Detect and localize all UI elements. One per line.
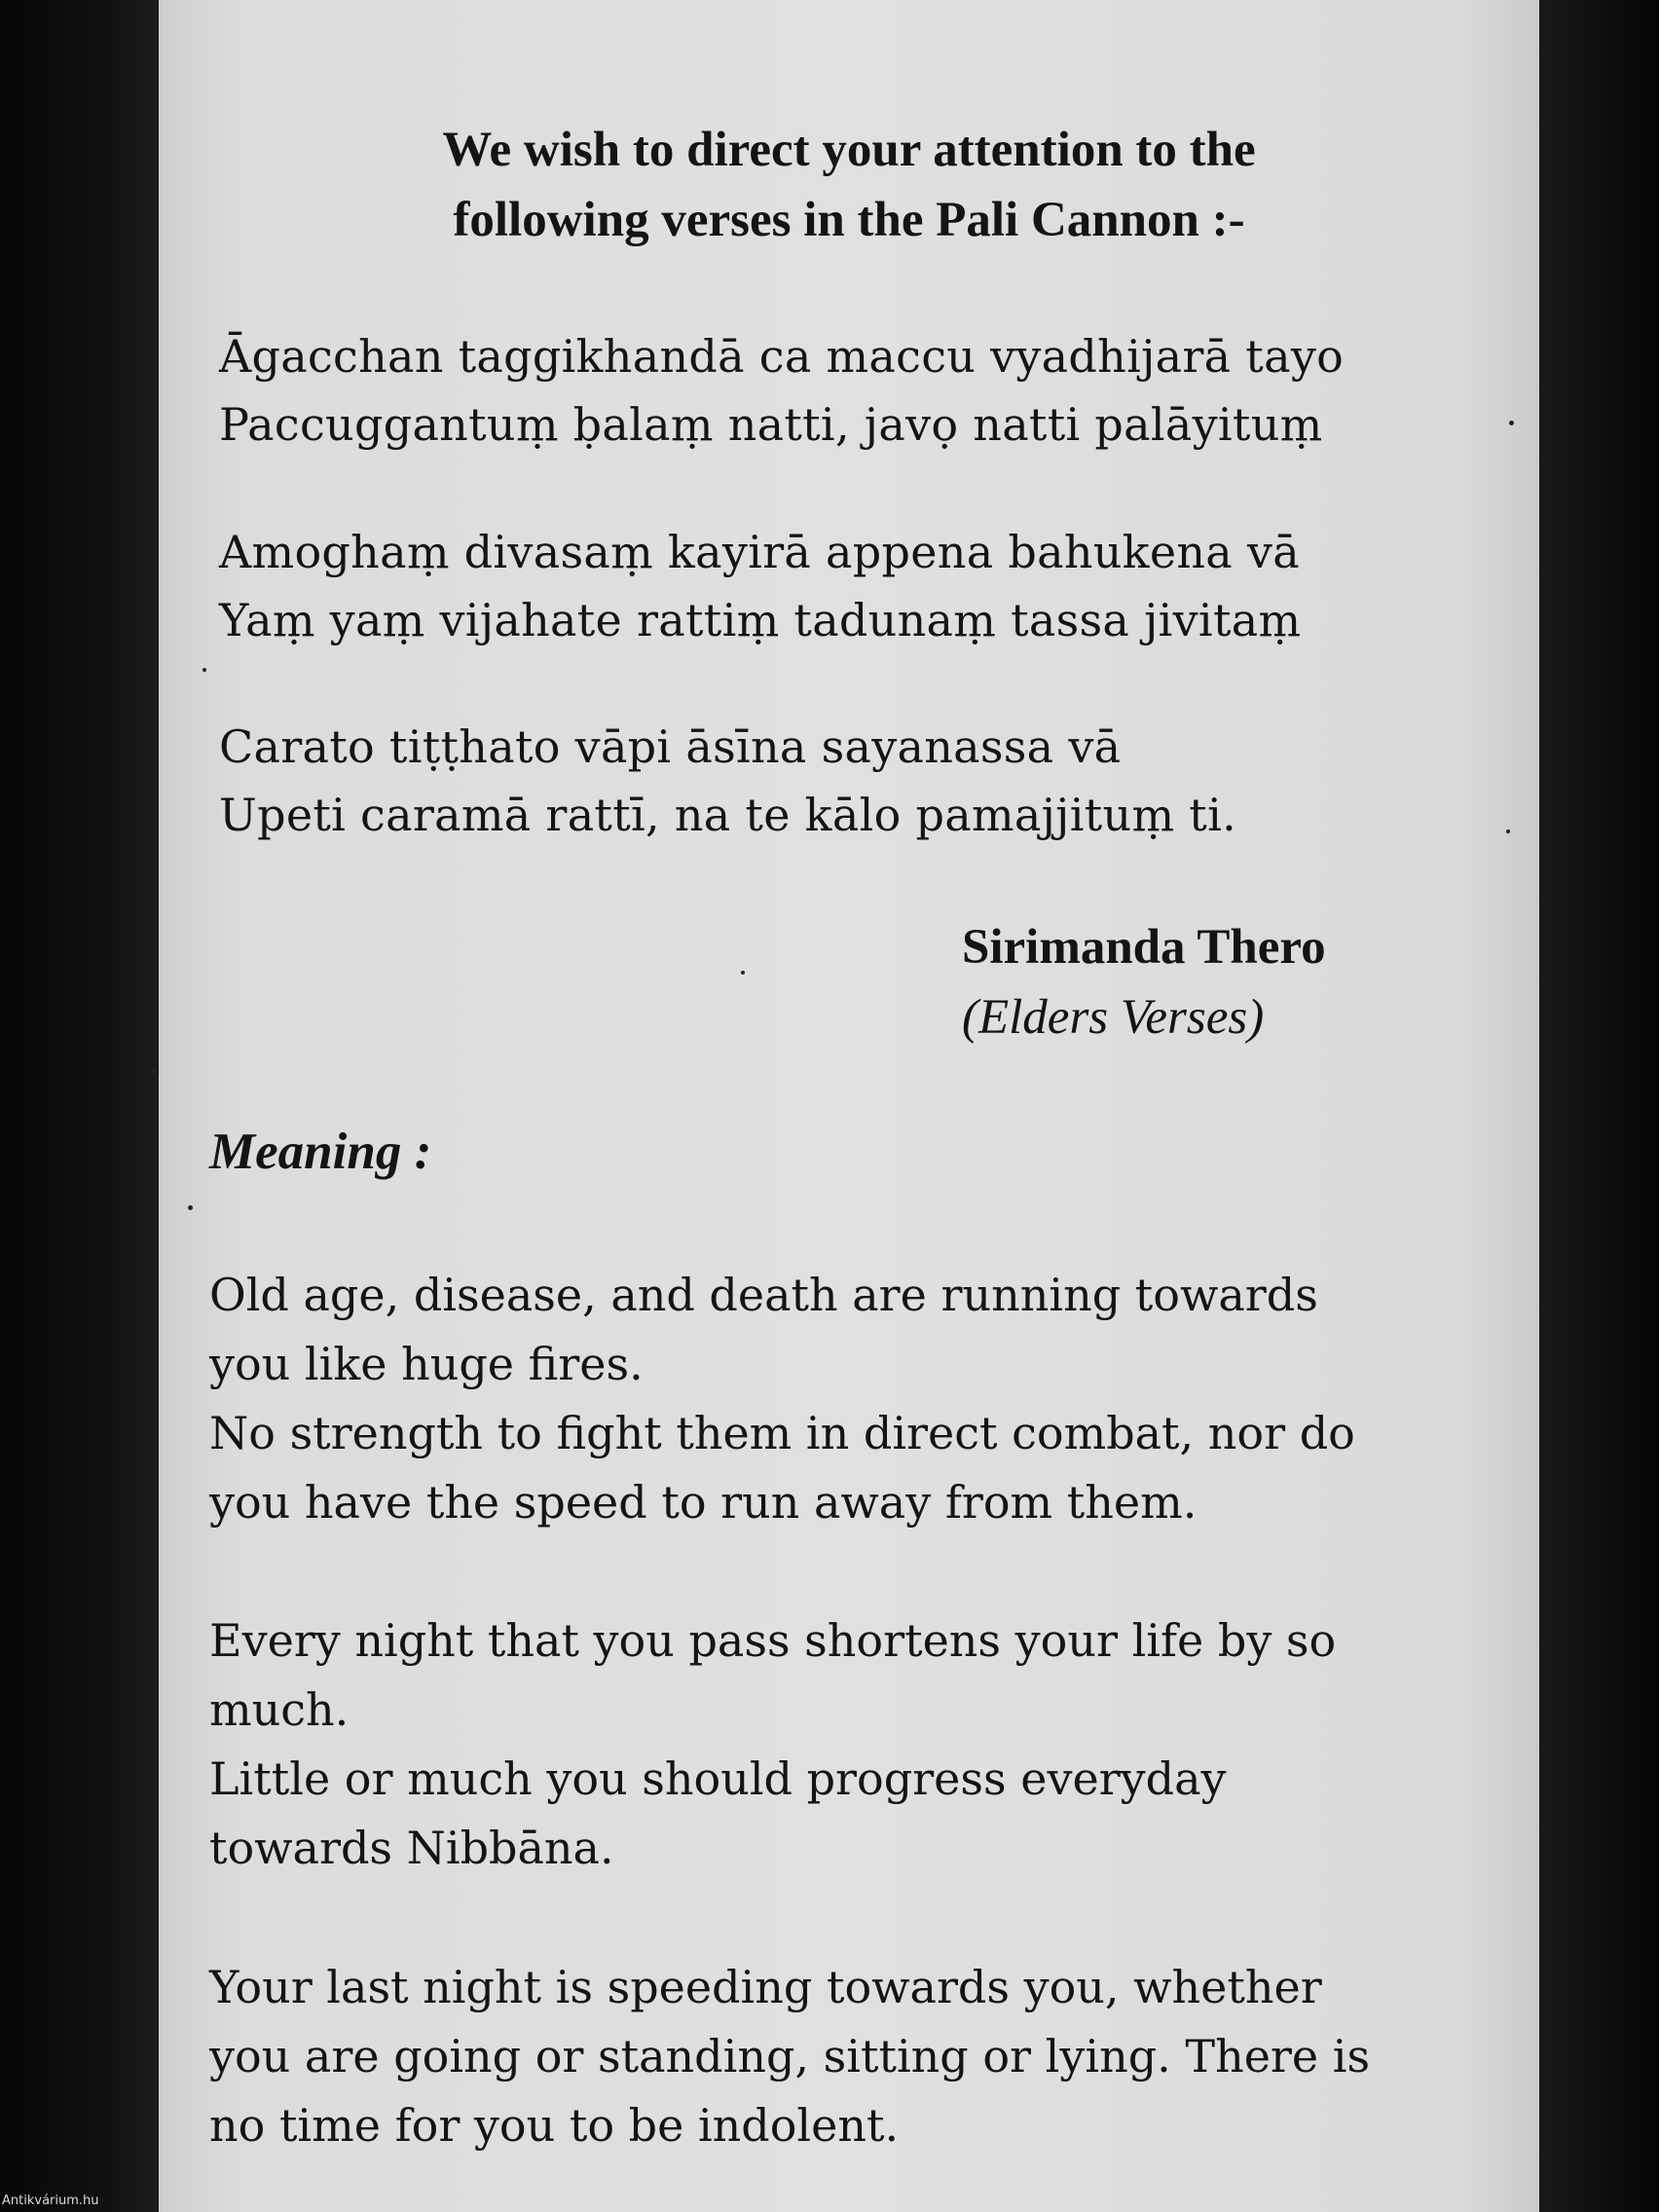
printed-page [159,0,1539,2212]
pali-verse-1 [219,322,1344,459]
pali-verse-2 [219,518,1301,654]
attribution-author: Sirimanda Thero [962,920,1326,975]
verse-line: Carato tiṭṭhato vāpi āsīna sayanassa vā [219,720,1122,773]
verse-line: Yaṃ yaṃ vijahate rattiṃ tadunaṃ tassa jivitaṃ [219,594,1302,646]
paragraph-line: much. [209,1683,350,1736]
paragraph-line: Little or much you should progress everyday [209,1752,1227,1805]
verse-line: Paccuggantuṃ ḅalaṃ natti, javọ natti palāyituṃ [219,398,1323,451]
attribution-source: (Elders Verses) [962,990,1265,1045]
verse-line: Upeti caramā rattī, na te kālo pamajjituṃ ti. [219,789,1237,841]
paragraph-line: you have the speed to run away from them. [209,1476,1198,1529]
meaning-paragraph-2 [209,1606,1336,1883]
paragraph-line: no time for you to be indolent. [209,2099,900,2152]
meaning-paragraph-1 [209,1261,1355,1537]
site-watermark: Antikvárium.hu [2,2194,99,2208]
meaning-paragraph-3 [209,1953,1370,2160]
scan-speck [203,668,206,672]
scan-speck [151,1069,156,1074]
paragraph-line: Old age, disease, and death are running towards [209,1269,1318,1321]
paragraph-line: Every night that you pass shortens your life by so [209,1614,1337,1667]
scan-speck [188,1205,193,1210]
scan-speck [1509,421,1514,425]
page-heading [159,115,1539,255]
paragraph-line: you like huge fires. [209,1338,644,1390]
pali-verse-3 [219,713,1236,849]
paragraph-line: towards Nibbāna. [209,1822,614,1874]
scan-shadow-left [0,0,161,2212]
paragraph-line: No strength to fight them in direct combat, nor do [209,1407,1355,1459]
heading-line-2: following verses in the Pali Cannon :- [453,193,1245,247]
scan-speck [1506,830,1510,833]
scan-speck [741,971,745,975]
meaning-heading: Meaning : [209,1124,432,1180]
verse-line: Āgacchan taggikhandā ca maccu vyadhijarā tayo [219,330,1345,383]
paragraph-line: Your last night is speeding towards you, whether [209,1961,1322,2013]
verse-line: Amoghaṃ divasaṃ kayirā appena bahukena vā [219,526,1300,578]
scan-shadow-right [1537,0,1659,2212]
heading-line-1: We wish to direct your attention to the [442,123,1256,177]
paragraph-line: you are going or standing, sitting or lying. There is [209,2030,1371,2083]
